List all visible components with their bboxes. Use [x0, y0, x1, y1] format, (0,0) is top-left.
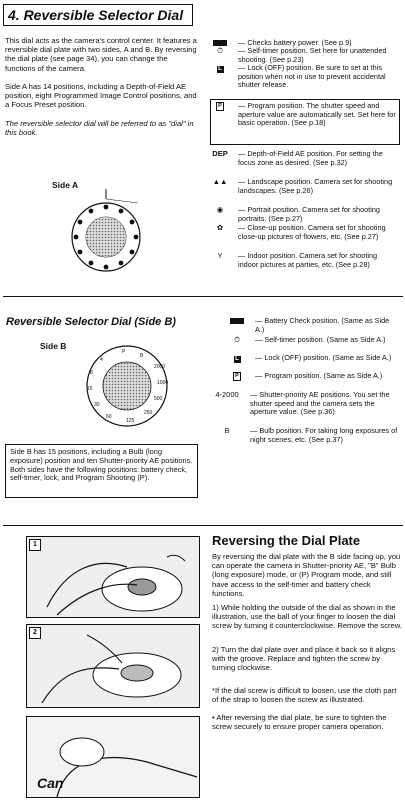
- lock-icon: L: [235, 356, 239, 362]
- figure-2-replace-plate: 2: [26, 624, 200, 708]
- self-timer-icon: ⏱: [234, 335, 240, 344]
- battery-check-icon: [225, 317, 249, 326]
- svg-text:2000: 2000: [154, 364, 166, 370]
- section-title-box: [3, 4, 193, 26]
- indoor-glass-icon: Y: [217, 251, 223, 260]
- svg-text:30: 30: [94, 402, 100, 408]
- svg-text:B: B: [140, 353, 144, 359]
- dial-side-b-illustration: [72, 338, 182, 434]
- intro-paragraph-3: The reversible selector dial will be referred to as "dial" in this book.: [5, 119, 194, 138]
- reversing-step-1: 1) While holding the outside of the dial as shown in the illustration, use the ball of your finger to loosen the dial screw by turning it counterclockwise. Remove the screw.: [212, 603, 402, 631]
- page-title: 4. Reversible Selector Dial: [8, 7, 184, 23]
- intro-paragraph-1: This dial acts as the camera's control center. It features a reversible dial plate with two sides, A and B. By reversing the dial plate (see page 34), you can change the functions of the camera.: [5, 36, 197, 73]
- lock-icon: L: [218, 66, 222, 72]
- figure-3-strap-loosen: [26, 716, 200, 798]
- svg-text:125: 125: [126, 418, 135, 424]
- reversing-bullet: • After reversing the dial plate, be sure to tighten the screw securely to ensure proper camera operation.: [212, 713, 387, 732]
- svg-text:1000: 1000: [157, 380, 169, 386]
- canon-logo-fragment: Can: [37, 775, 64, 791]
- intro-paragraph-2: Side A has 14 positions, including a Depth-of-Field AE position, eight Programmed Image Control positions, and a Focus Preset position.: [5, 82, 197, 110]
- program-icon: P: [235, 373, 239, 379]
- svg-text:250: 250: [144, 410, 153, 416]
- reversing-step-2: 2) Turn the dial plate over and place it back so it aligns with the groove. Replace and tighten the screw by turning clockwise.: [212, 645, 396, 673]
- side-a-label: Side A: [52, 180, 79, 190]
- side-b-summary-text: Side B has 15 positions, including a Bulb (long exposure) position and ten Shutter-priority AE positions. Both sides have the following positions: battery check, self-timer, lock, and Program Shooting (P).: [10, 447, 193, 483]
- reversing-intro: By reversing the dial plate with the B side facing up, you can operate the camera in Shutter-priority AE, "B" Bulb (long exposure) mode, or (P) Program mode, and still have access to the self-timer and battery check functions.: [212, 552, 401, 598]
- svg-text:4: 4: [100, 357, 103, 363]
- side-b-title: Reversible Selector Dial (Side B): [6, 316, 176, 328]
- divider-1: [3, 296, 403, 297]
- svg-text:60: 60: [106, 414, 112, 420]
- svg-text:P: P: [122, 349, 126, 355]
- svg-text:8: 8: [90, 370, 93, 376]
- figure-1-loosen-screw: 1: [26, 536, 200, 618]
- landscape-icon: ▲▲: [212, 177, 228, 186]
- side-b-label: Side B: [40, 341, 67, 351]
- side-a-item-battery: — Checks battery power. (See p.9): [208, 39, 400, 49]
- flower-icon: ✿: [216, 223, 224, 232]
- svg-text:500: 500: [154, 396, 163, 402]
- self-timer-icon: ⏱: [217, 46, 223, 55]
- program-icon: P: [218, 103, 222, 109]
- divider-2: [3, 525, 403, 526]
- dial-side-a-illustration: [56, 185, 156, 283]
- reversing-title: Reversing the Dial Plate: [212, 533, 361, 548]
- side-b-summary-box: [5, 444, 198, 498]
- reversing-note: *If the dial screw is difficult to loosen, use the cloth part of the strap to loosen the screw as illustrated.: [212, 686, 397, 705]
- portrait-icon: ◉: [216, 205, 224, 214]
- svg-text:15: 15: [87, 386, 93, 392]
